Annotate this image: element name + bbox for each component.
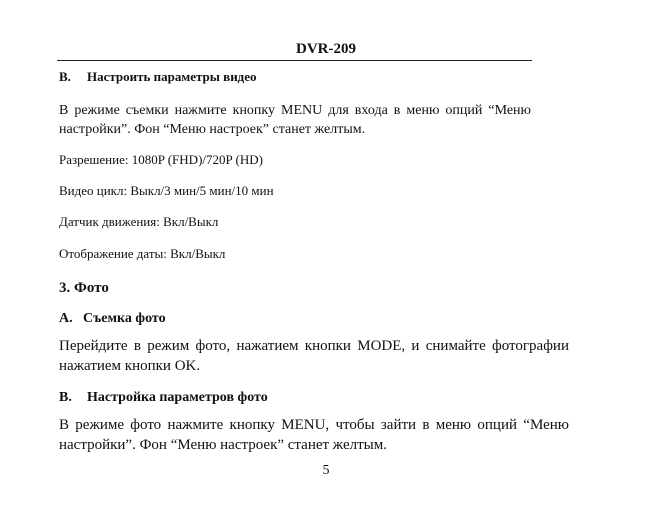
- header-divider: [57, 60, 532, 61]
- photo-settings-letter: B.: [59, 390, 72, 405]
- photo-settings-heading-text: Настройка параметров фото: [87, 390, 268, 405]
- option-motion-sensor: Датчик движения: Вкл/Выкл: [59, 214, 219, 229]
- photo-capture-paragraph: Перейдите в режим фото, нажатием кнопки MODE, и снимайте фотографии нажатием кнопки OK.: [59, 338, 569, 374]
- option-resolution: Разрешение: 1080P (FHD)/720P (HD): [59, 152, 263, 167]
- video-settings-heading: [59, 69, 539, 85]
- photo-settings-paragraph: В режиме фото нажмите кнопку MENU, чтобы зайти в меню опций “Меню настройки”. Фон “Меню настроек” станет желтым.: [59, 417, 569, 453]
- photo-capture-heading-text: Съемка фото: [83, 311, 166, 326]
- page-number: 5: [322, 463, 330, 478]
- option-video-loop: Видео цикл: Выкл/3 мин/5 мин/10 мин: [59, 183, 274, 198]
- header-title: DVR-209: [296, 41, 356, 57]
- video-settings-paragraph: В режиме съемки нажмите кнопку MENU для входа в меню опций “Меню настройки”. Фон “Меню настроек” станет желтым.: [59, 103, 531, 137]
- option-date-display: Отображение даты: Вкл/Выкл: [59, 246, 226, 261]
- photo-settings-heading: [59, 389, 539, 406]
- video-settings-letter: B.: [59, 69, 71, 84]
- photo-capture-heading: [59, 310, 539, 327]
- photo-capture-letter: A.: [59, 311, 73, 326]
- video-settings-heading-text: Настроить параметры видео: [87, 69, 257, 84]
- photo-section-heading: 3. Фото: [59, 280, 109, 296]
